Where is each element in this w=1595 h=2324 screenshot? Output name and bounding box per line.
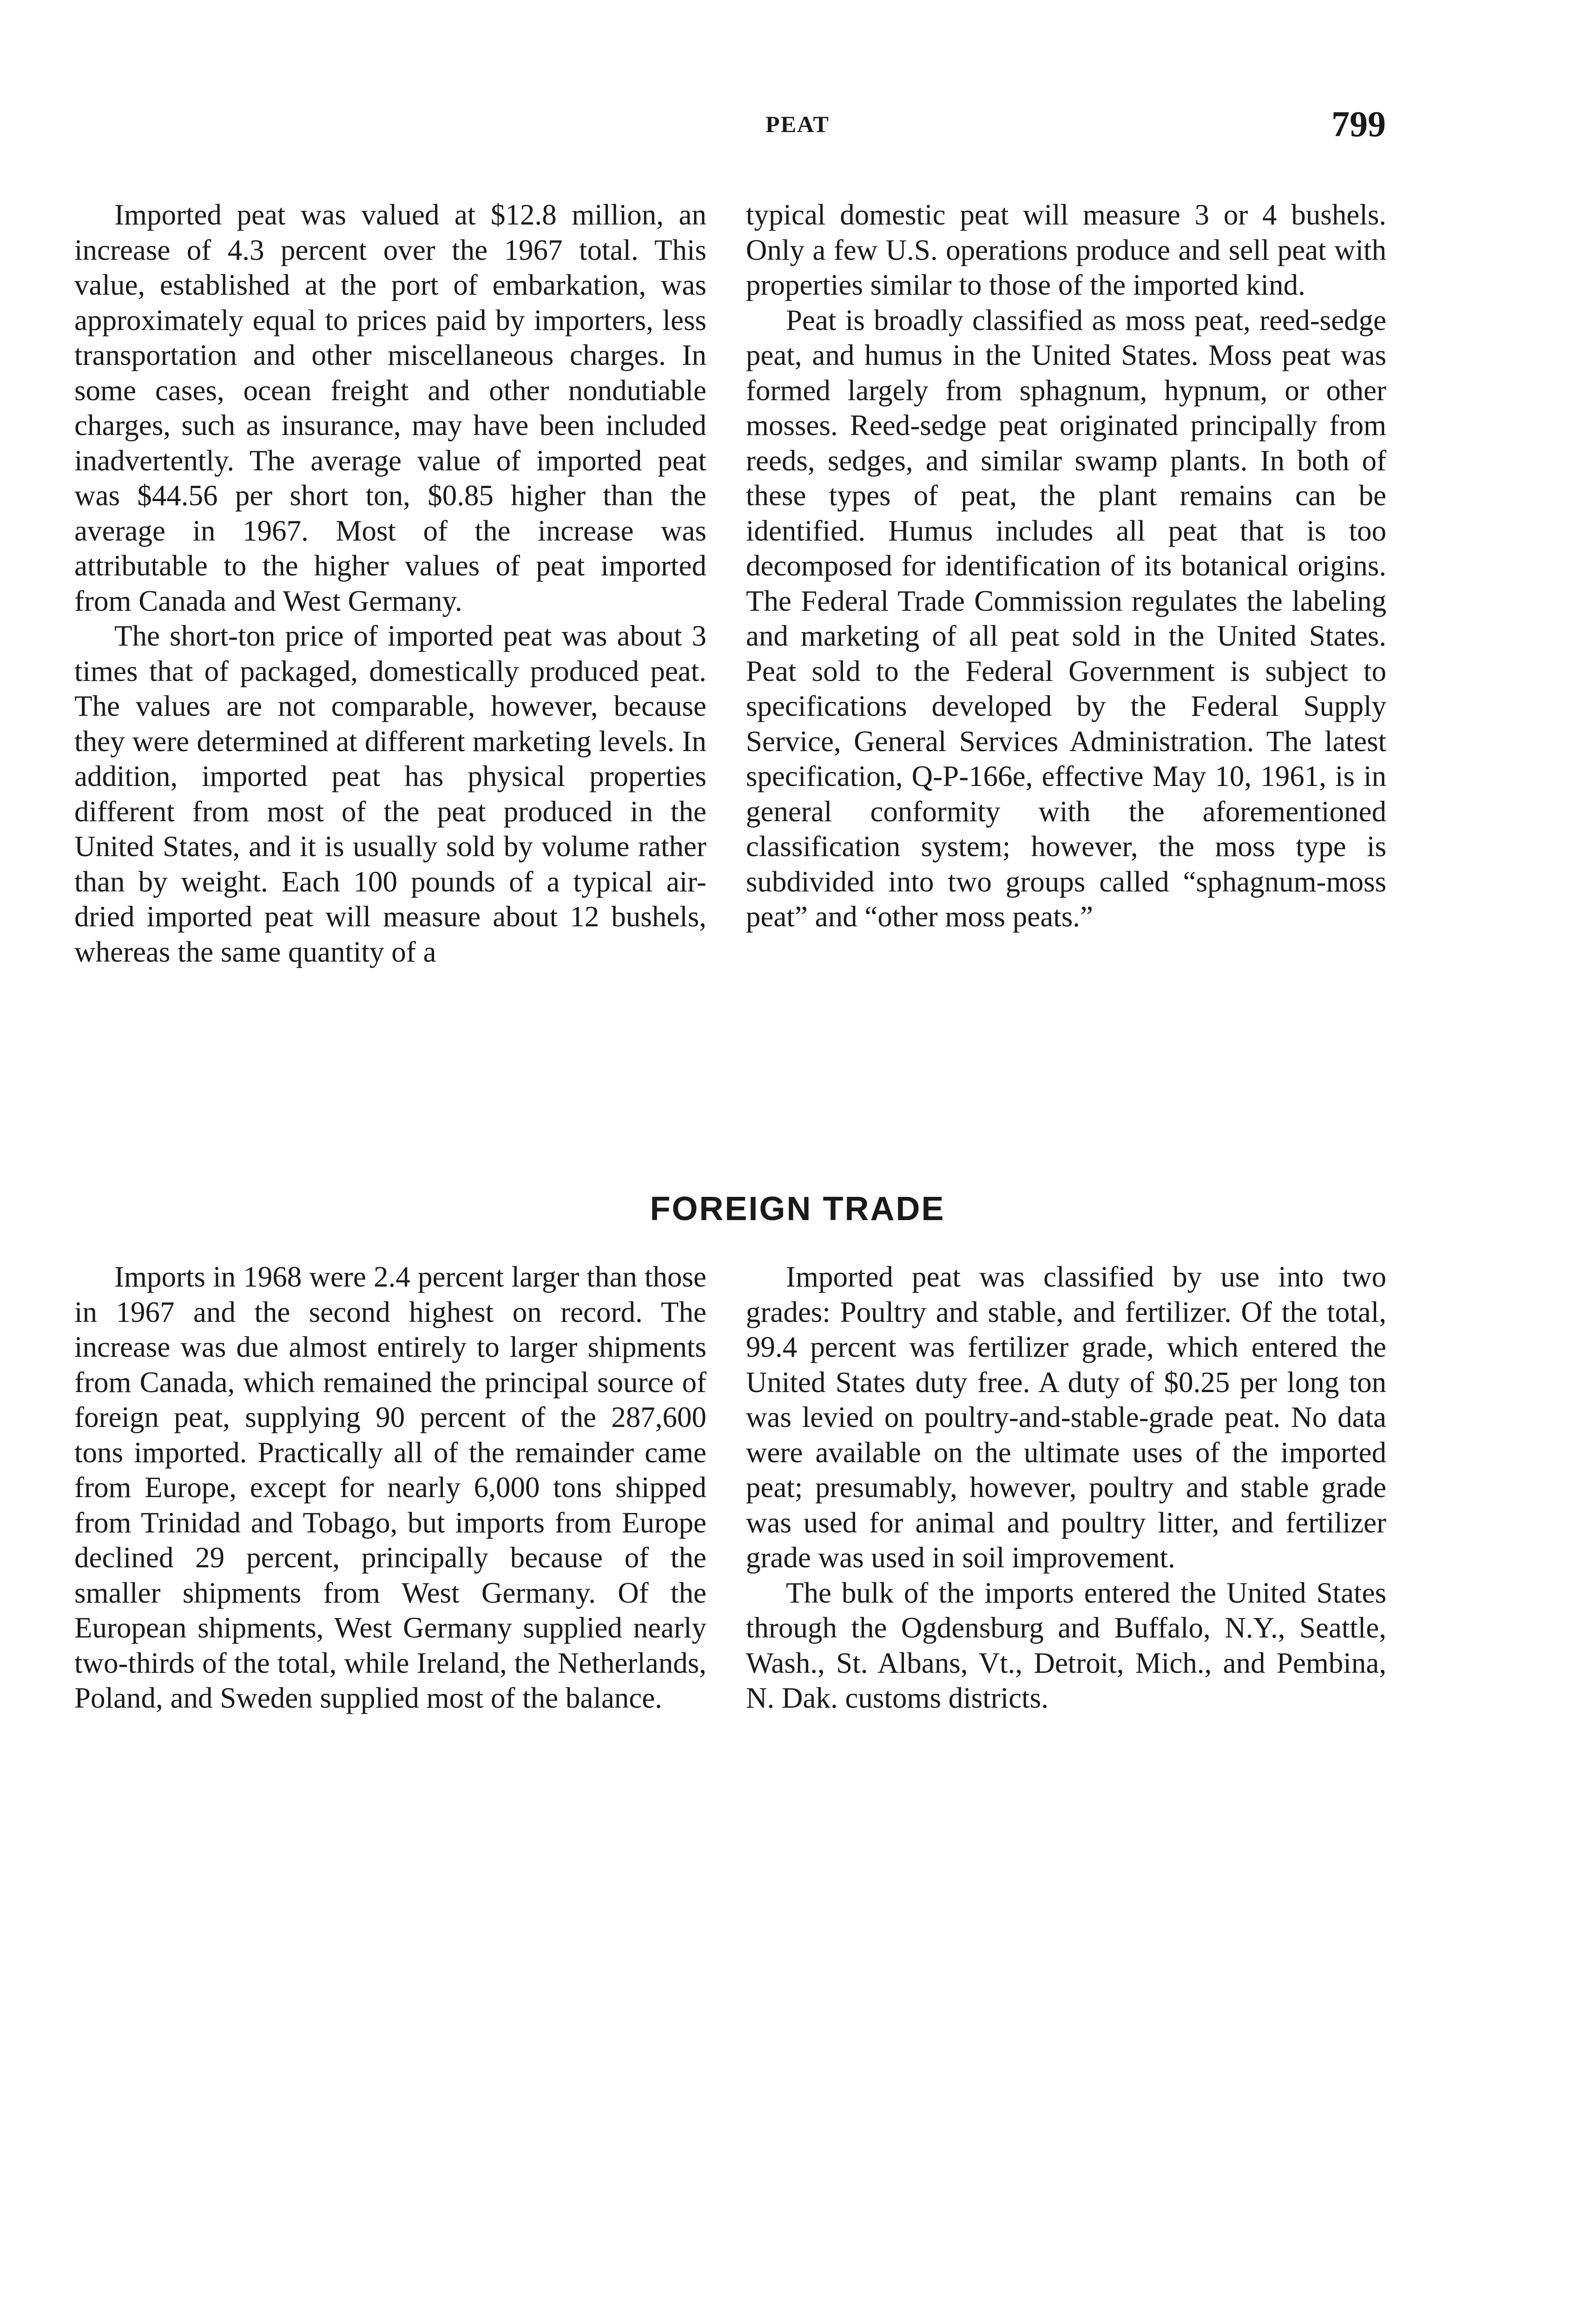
bottom-left-column — [74, 1260, 706, 1716]
running-title: PEAT — [765, 111, 830, 137]
paragraph: The short-ton price of imported peat was about 3 times that of packaged, domestically produced peat. The values are not comparable, however, because they were determined at different marketing levels. In addition, imported peat has physical properties different from most of the peat produced in the United States, and it is usually sold by volume rather than by weight. Each 100 pounds of a typical air-dried imported peat will measure about 12 bushels, whereas the same quantity of a — [74, 620, 706, 968]
continued-paragraph: typical domestic peat will measure 3 or 4 bushels. Only a few U.S. operations produce and sell peat with properties similar to those of the imported kind. — [746, 198, 1386, 301]
paragraph: Imported peat was classified by use into two grades: Poultry and stable, and fertilizer. Of the total, 99.4 percent was fertilizer grade, which entered the United States duty free. A duty of $0.25 per long ton was levied on poultry-and-stable-grade peat. No data were available on the ultimate uses of the imported peat; presumably, however, poultry and stable grade was used for animal and poultry litter, and fertilizer grade was used in soil improvement. — [746, 1261, 1386, 1574]
page-number: 799 — [1331, 104, 1386, 144]
section-heading: FOREIGN TRADE — [650, 1190, 945, 1228]
paragraph: Imported peat was valued at $12.8 million, an increase of 4.3 percent over the 1967 total. This value, established at the port of embarkation, was approximately equal to prices paid by importers, less transportation and other miscellaneous charges. In some cases, ocean freight and other nondutiable charges, such as insurance, may have been included inadvertently. The average value of imported peat was $44.56 per short ton, $0.85 higher than the average in 1967. Most of the increase was attributable to the higher values of peat imported from Canada and West Germany. — [74, 198, 706, 617]
bottom-right-column — [746, 1260, 1386, 1716]
paragraph: Peat is broadly classified as moss peat, reed-sedge peat, and humus in the United States. Moss peat was formed largely from sphagnum, hypnum, or other mosses. Reed-sedge peat originated principally from reeds, sedges, and similar swamp plants. In both of these types of peat, the plant remains can be identified. Humus includes all peat that is too decomposed for identification of its botanical origins. The Federal Trade Commission regulates the labeling and marketing of all peat sold in the United States. Peat sold to the Federal Government is subject to specifications developed by the Federal Supply Service, General Services Administration. The latest specification, Q-P-166e, effective May 10, 1961, is in general conformity with the aforementioned classification system; however, the moss type is subdivided into two groups called “sphagnum-moss peat” and “other moss peats.” — [746, 304, 1386, 933]
top-right-column — [746, 198, 1386, 935]
paragraph: The bulk of the imports entered the United States through the Ogdensburg and Buffalo, N.Y., Seattle, Wash., St. Albans, Vt., Detroit, Mich., and Pembina, N. Dak. customs districts. — [746, 1576, 1386, 1714]
top-left-column — [74, 198, 706, 970]
paragraph: Imports in 1968 were 2.4 percent larger than those in 1967 and the second highest on record. The increase was due almost entirely to larger shipments from Canada, which remained the principal source of foreign peat, supplying 90 percent of the 287,600 tons imported. Practically all of the remainder came from Europe, except for nearly 6,000 tons shipped from Trinidad and Tobago, but imports from Europe declined 29 percent, principally because of the smaller shipments from West Germany. Of the European shipments, West Germany supplied nearly two-thirds of the total, while Ireland, the Netherlands, Poland, and Sweden supplied most of the balance. — [74, 1261, 706, 1714]
